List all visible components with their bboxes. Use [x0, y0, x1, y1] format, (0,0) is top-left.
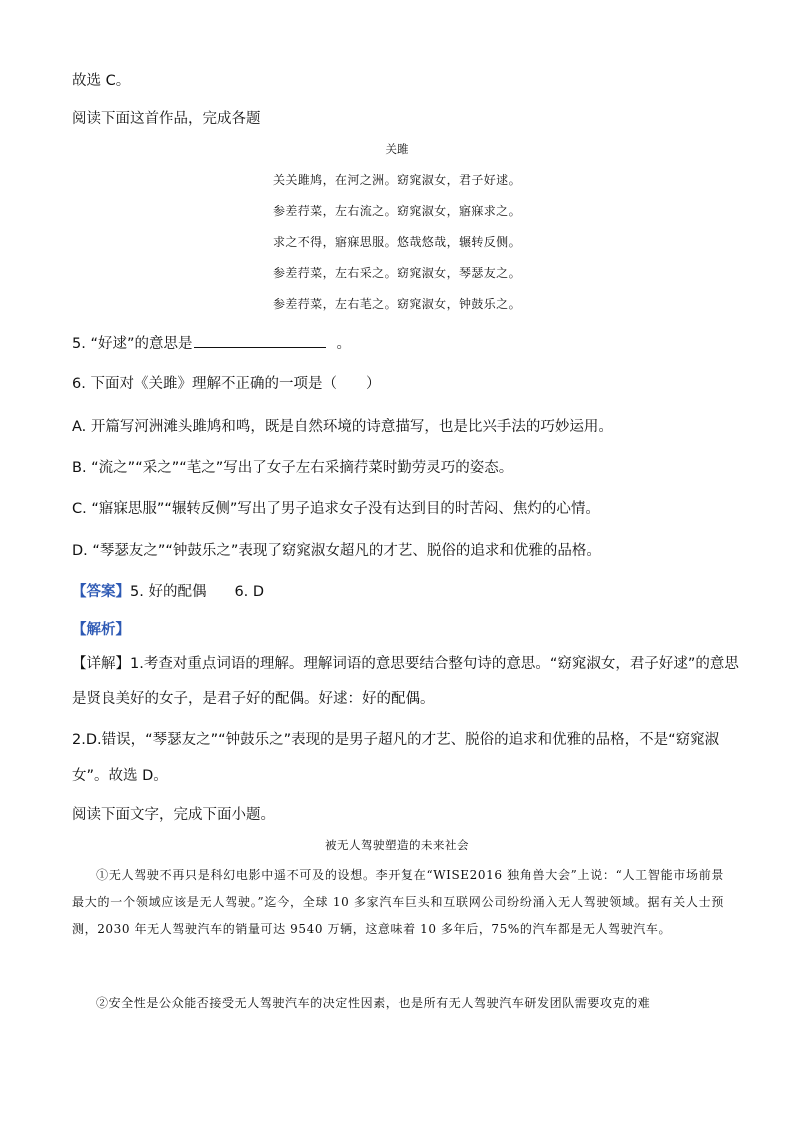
poem-title: 关雎: [385, 142, 409, 156]
analysis-line-4: 女”。故选 D。: [72, 768, 168, 784]
option-a: A. 开篇写河洲滩头雎鸠和鸣，既是自然环境的诗意描写，也是比兴手法的巧妙运用。: [72, 419, 613, 435]
answer-line: [72, 581, 264, 603]
answer-6: 6. D: [234, 584, 265, 600]
reading-instruction: 阅读下面这首作品，完成各题: [72, 111, 261, 127]
option-b: B. “流之”“采之”“芼之”写出了女子左右采摘荇菜时勤劳灵巧的姿态。: [72, 460, 514, 476]
question-5-end: 。: [336, 336, 351, 352]
analysis-line-1: [72, 653, 739, 675]
paragraph-1-text: ①无人驾驶不再只是科幻电影中遥不可及的设想。李开复在“WISE2016 独角兽大会”上说：“人工智能市场前景最大的一个领域应该是无人驾驶。”迄今，全球 10 多家汽车巨头和互联网公司纷纷涌入无人驾驶领域。据有关人士预测，2030 年无人驾驶汽车的销量可达 9540 万辆，这意味着 10 多年后，75%的汽车都是无人驾驶汽车。: [72, 868, 724, 936]
poem-line: 参差荇菜，左右流之。窈窕淑女，寤寐求之。: [272, 204, 521, 218]
poem-line: 参差荇菜，左右采之。窈窕淑女，琴瑟友之。: [272, 266, 521, 280]
prev-answer: 故选 C。: [72, 73, 131, 89]
answer-5: 5. 好的配偶: [130, 584, 207, 600]
answer-tag: 【答案】: [72, 584, 130, 600]
question-5: [72, 333, 351, 355]
analysis-text-1: 1.考查对重点词语的理解。理解词语的意思要结合整句诗的意思。“窈窕淑女，君子好逑”的意思: [130, 656, 739, 672]
question-6: 6. 下面对《关雎》理解不正确的一项是（ ）: [72, 376, 381, 392]
analysis-tag: 【解析】: [72, 622, 130, 638]
reading-instruction-2: 阅读下面文字，完成下面小题。: [72, 807, 275, 823]
analysis-line-2: 是贤良美好的女子，是君子好的配偶。好逑：好的配偶。: [72, 691, 435, 707]
article-paragraph-1: [72, 862, 724, 943]
article-title: 被无人驾驶塑造的未来社会: [325, 838, 469, 852]
paragraph-2-text: ②安全性是公众能否接受无人驾驶汽车的决定性因素，也是所有无人驾驶汽车研发团队需要攻克的难: [96, 996, 651, 1010]
analysis-line-3: 2.D.错误，“琴瑟友之”“钟鼓乐之”表现的是男子超凡的才艺、脱俗的追求和优雅的品格，不是“窈窕淑: [72, 732, 720, 748]
article-paragraph-2: [72, 990, 724, 1017]
poem-line: 求之不得，寤寐思服。悠哉悠哉，辗转反侧。: [272, 235, 521, 249]
detail-tag: 【详解】: [72, 656, 130, 672]
option-c: C. “寤寐思服”“辗转反侧”写出了男子追求女子没有达到目的时苦闷、焦灼的心情。: [72, 501, 600, 517]
answer-blank: [194, 333, 326, 348]
question-5-text: 5. “好逑”的意思是: [72, 336, 193, 352]
poem-line: 参差荇菜，左右芼之。窈窕淑女，钟鼓乐之。: [272, 297, 521, 311]
poem-line: 关关雎鸠，在河之洲。窈窕淑女，君子好逑。: [272, 173, 521, 187]
option-d: D. “琴瑟友之”“钟鼓乐之”表现了窈窕淑女超凡的才艺、脱俗的追求和优雅的品格。: [72, 543, 601, 559]
